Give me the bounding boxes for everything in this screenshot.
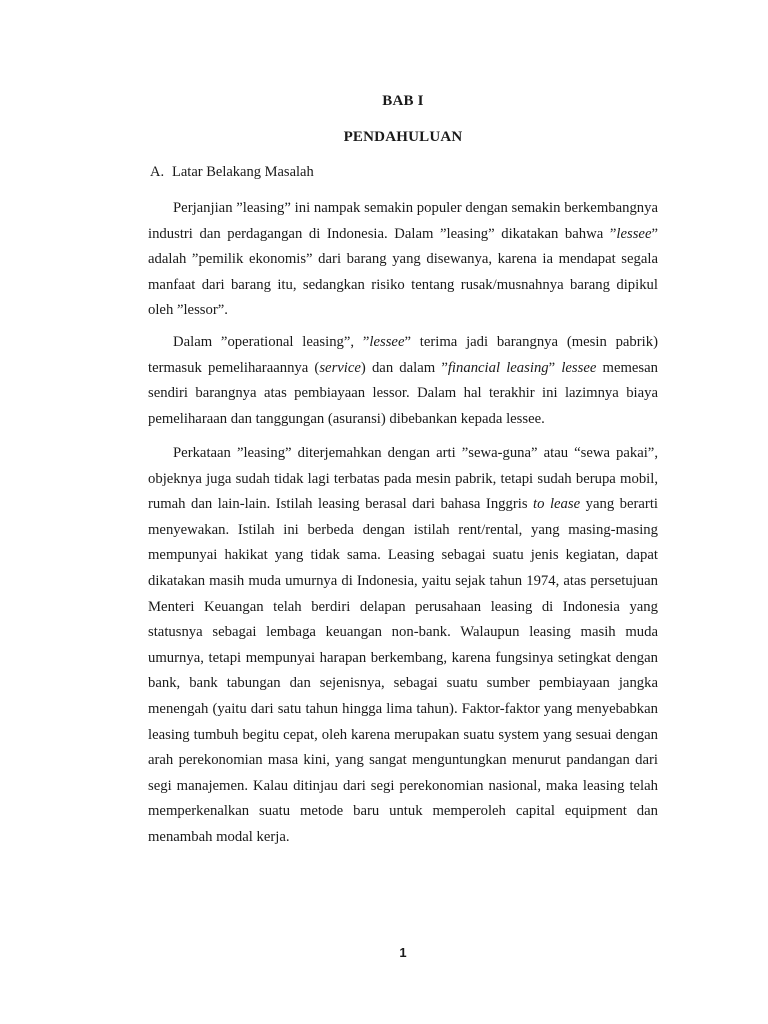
- chapter-heading: BAB I: [382, 93, 424, 109]
- text-span: Perkataan ”leasing” diterjemahkan dengan arti ”sewa-guna” atau “sewa pakai”, objeknya juga sudah tidak lagi terbatas pada mesin pabrik, tetapi sudah berupa mobil, rumah dan lain-lain. Istilah leasing berasal dari bahasa Inggris: [148, 445, 658, 513]
- italic-term: financial leasing: [447, 359, 549, 376]
- section-number: A.: [150, 164, 165, 180]
- text-span: ” terima jadi barangnya (mesin pabrik) termasuk pemeliharaannya (: [148, 334, 658, 376]
- section-label: Latar Belakang Masalah: [172, 164, 314, 180]
- text-span: ) dan dalam ”: [360, 359, 448, 376]
- section-heading: [150, 164, 314, 181]
- text-span: ”: [548, 359, 562, 376]
- text-span: Dalam ”operational leasing”, ”: [173, 334, 370, 350]
- italic-term: to lease: [533, 496, 581, 513]
- text-span: memesan sendiri barangnya atas pembiayaan lessor. Dalam hal terakhir ini lazimnya biaya pemeliharaan dan tanggungan (asuransi) dibebankan kepada lessee.: [148, 359, 658, 427]
- text-span: Perjanjian ”leasing” ini nampak semakin populer dengan semakin berkembangnya industri dan perdagangan di Indonesia. Dalam ”leasing” dikatakan bahwa ”: [148, 200, 658, 242]
- paragraph-2: [148, 330, 658, 432]
- chapter-title: PENDAHULUAN: [343, 129, 463, 145]
- paragraph-1: [148, 196, 658, 324]
- italic-term: lessee: [369, 334, 405, 350]
- italic-term: lessee: [561, 359, 597, 376]
- text-span: ” adalah ”pemilik ekonomis” dari barang yang disewanya, karena ia mendapat segala manfaat dari barang itu, sedangkan risiko tentang rusak/musnahnya barang dipikul oleh ”lessor”.: [148, 225, 658, 319]
- paragraph-3: [148, 441, 658, 851]
- text-span: yang berarti menyewakan. Istilah ini berbeda dengan istilah rent/rental, yang masing-masing mempunyai hakikat yang tidak sama. Leasing sebagai suatu jenis kegiatan, dapat dikatakan masih muda umurnya di Indonesia, yaitu sejak tahun 1974, atas persetujuan Menteri Keuangan telah berdiri delapan perusahaan leasing di Indonesia yang statusnya sebagai lembaga keuangan non-bank. Walaupun leasing masih muda umurnya, tetapi mempunyai harapan berkembang, karena fungsinya setingkat dengan bank, bank tabungan dan sejenisnya, sebagai suatu sumber pembiayaan jangka menengah (yaitu dari satu tahun hingga lima tahun). Faktor-faktor yang menyebabkan leasing tumbuh begitu cepat, oleh karena merupakan suatu system yang sesuai dengan arah perekonomian masa kini, yang sangat menguntungkan menurut pandangan dari segi manajemen. Kalau ditinjau dari segi perekonomian nasional, maka leasing telah memperkenalkan suatu metode baru untuk memperoleh capital equipment dan menambah modal kerja.: [148, 496, 658, 845]
- page-number: 1: [399, 945, 407, 960]
- italic-term: service: [319, 359, 361, 376]
- italic-term: lessee: [616, 225, 652, 242]
